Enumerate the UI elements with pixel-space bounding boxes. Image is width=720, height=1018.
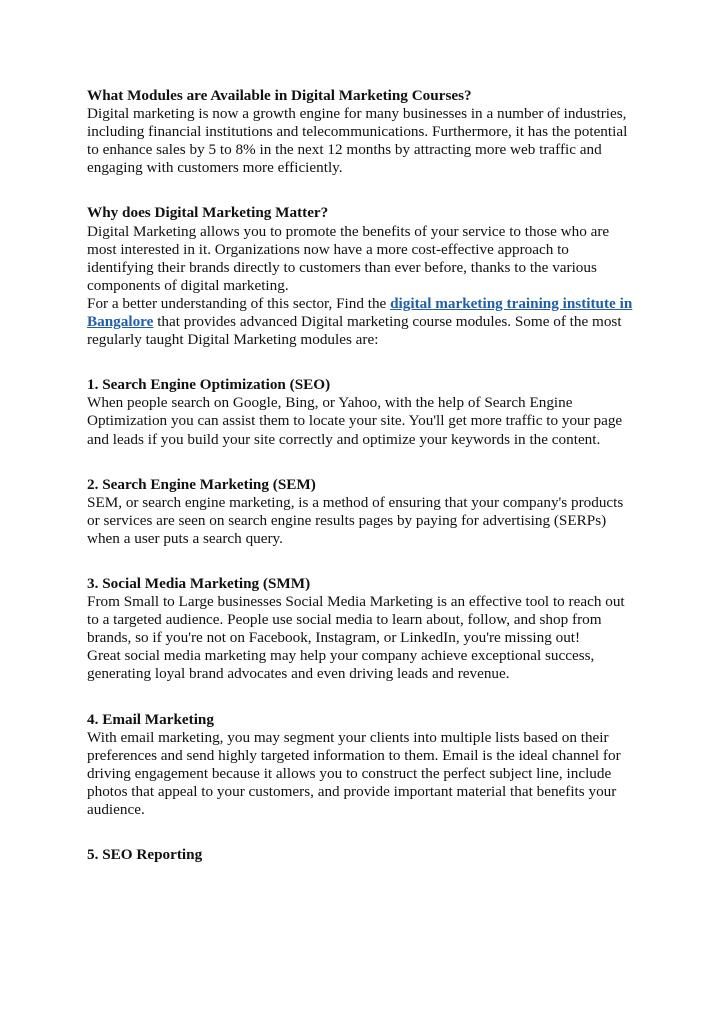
section-heading: 4. Email Marketing xyxy=(87,710,214,728)
section-paragraph: Digital marketing is now a growth engine for many businesses in a number of industries, including financial institutions and telecommunications. Furthermore, it has the potential to enhance sales by 5 to 8% in the next 12 months by attracting more web traffic and engaging with customers more efficiently. xyxy=(87,105,628,177)
section-email-marketing xyxy=(87,711,635,820)
section-paragraph: Great social media marketing may help your company achieve exceptional success, generating loyal brand advocates and even driving leads and revenue. xyxy=(87,647,595,683)
section-heading: 2. Search Engine Marketing (SEM) xyxy=(87,475,316,493)
section-paragraph: Digital Marketing allows you to promote the benefits of your service to those who are most interested in it. Organizations now have a more cost-effective approach to identifying their brands directly to customers than ever before, thanks to the various components of digital marketing. xyxy=(87,222,610,294)
section-heading: Why does Digital Marketing Matter? xyxy=(87,204,329,222)
link-paragraph-before: For a better understanding of this sector, Find the xyxy=(87,294,391,312)
section-paragraph: SEM, or search engine marketing, is a method of ensuring that your company's products or services are seen on search engine results pages by paying for advertising (SERPs) when a user puts a search query. xyxy=(87,493,624,547)
section-modules-available xyxy=(87,87,635,177)
section-heading: 3. Social Media Marketing (SMM) xyxy=(87,574,311,592)
section-sem xyxy=(87,476,635,548)
section-paragraph: From Small to Large businesses Social Media Marketing is an effective tool to reach out to a targeted audience. People use social media to learn about, follow, and shop from brands, so if you're not on Facebook, Instagram, or LinkedIn, you're missing out! xyxy=(87,593,625,647)
section-heading: What Modules are Available in Digital Marketing Courses? xyxy=(87,87,472,104)
section-why-matter xyxy=(87,204,635,349)
section-seo-reporting xyxy=(87,846,635,864)
document-page xyxy=(87,87,635,891)
section-smm xyxy=(87,575,635,684)
section-paragraph: When people search on Google, Bing, or Yahoo, with the help of Search Engine Optimization you can assist them to locate your site. You'll get more traffic to your page and leads if you build your site correctly and optimize your keywords in the content. xyxy=(87,394,623,448)
link-paragraph xyxy=(87,295,635,349)
section-seo xyxy=(87,376,635,448)
section-heading: 1. Search Engine Optimization (SEO) xyxy=(87,376,331,394)
training-institute-link[interactable]: digital marketing training institute in Bangalore xyxy=(87,294,633,331)
section-paragraph: With email marketing, you may segment your clients into multiple lists based on their preferences and send highly targeted information to them. Email is the ideal channel for driving engagement because it allows you to construct the perfect subject line, include photos that appeal to your customers, and provide important material that benefits your audience. xyxy=(87,728,621,818)
section-heading: 5. SEO Reporting xyxy=(87,846,203,864)
link-paragraph-after: that provides advanced Digital marketing course modules. Some of the most regularly taught Digital Marketing modules are: xyxy=(87,313,622,349)
